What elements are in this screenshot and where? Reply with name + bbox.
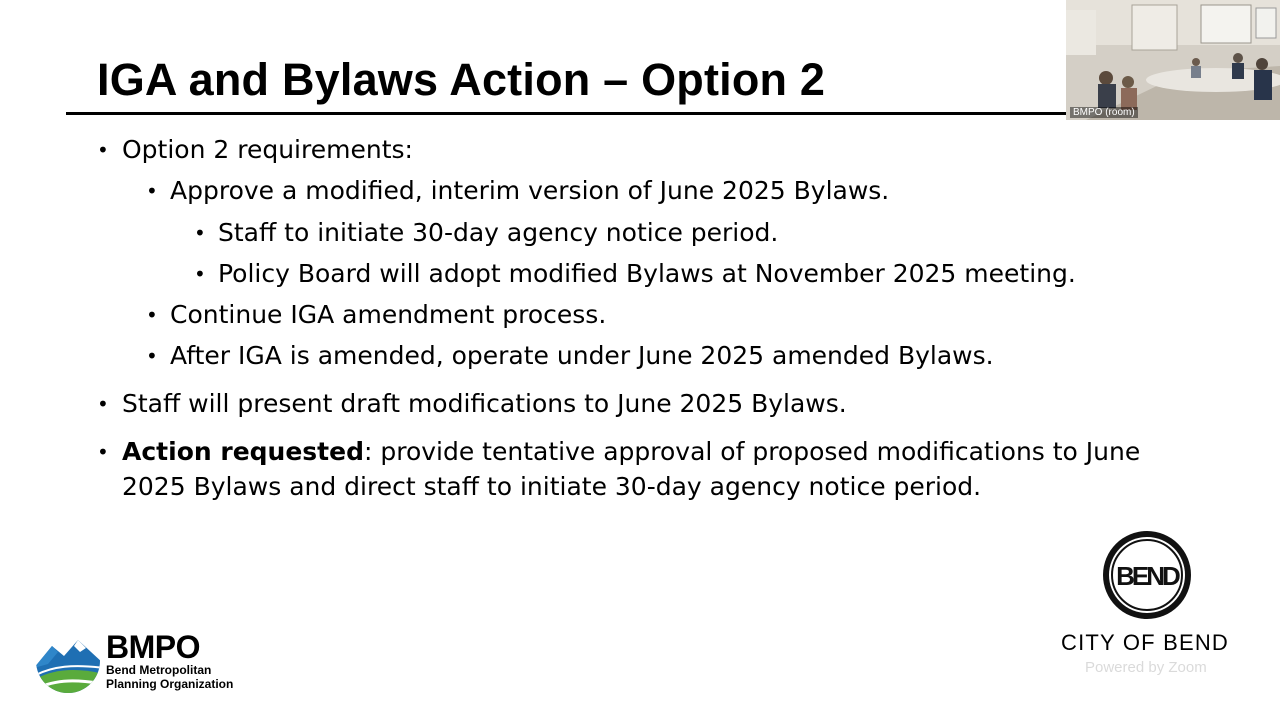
- bullet-icon: •: [146, 303, 158, 327]
- bullet-icon: •: [146, 344, 158, 368]
- bullet-icon: •: [194, 262, 206, 286]
- city-of-bend-seal-icon: [1102, 530, 1192, 620]
- participant-name-label: BMPO (room): [1070, 107, 1138, 118]
- slide-title: IGA and Bylaws Action – Option 2: [97, 54, 826, 105]
- bullet-after-iga-amended: After IGA is amended, operate under June 2025 amended Bylaws.: [170, 341, 994, 370]
- bend-seal-text: BEND: [1116, 561, 1178, 591]
- city-of-bend-label: CITY OF BEND: [1061, 630, 1230, 655]
- bullet-option2-requirements: Option 2 requirements:: [122, 135, 413, 164]
- bullet-staff-notice: Staff to initiate 30-day agency notice period.: [218, 218, 779, 247]
- bmpo-mountain-logo-icon: [34, 628, 104, 698]
- bullet-approve-interim-bylaws: Approve a modified, interim version of June 2025 Bylaws.: [170, 176, 890, 205]
- bullet-icon: •: [97, 138, 109, 162]
- bullet-policy-board-adopt: Policy Board will adopt modified Bylaws at November 2025 meeting.: [218, 259, 1076, 288]
- bullet-icon: •: [97, 440, 109, 464]
- bmpo-logo-name: BMPO: [106, 629, 200, 665]
- bullet-icon: •: [194, 221, 206, 245]
- zoom-watermark: Powered by Zoom: [1085, 659, 1207, 676]
- bmpo-logo-subtitle-line2: Planning Organization: [106, 677, 234, 691]
- action-requested-label: Action requested: [122, 437, 364, 466]
- bullet-action-requested: [122, 435, 1140, 469]
- action-requested-text: : provide tentative approval of proposed modifications to June: [363, 437, 1141, 466]
- bullet-staff-present-draft: Staff will present draft modifications to June 2025 Bylaws.: [122, 389, 847, 418]
- bullet-continue-iga: Continue IGA amendment process.: [170, 300, 607, 329]
- bullet-icon: •: [146, 179, 158, 203]
- bmpo-logo-subtitle-line1: Bend Metropolitan: [106, 663, 212, 677]
- bullet-icon: •: [97, 392, 109, 416]
- action-requested-continuation: 2025 Bylaws and direct staff to initiate 30-day agency notice period.: [122, 472, 982, 501]
